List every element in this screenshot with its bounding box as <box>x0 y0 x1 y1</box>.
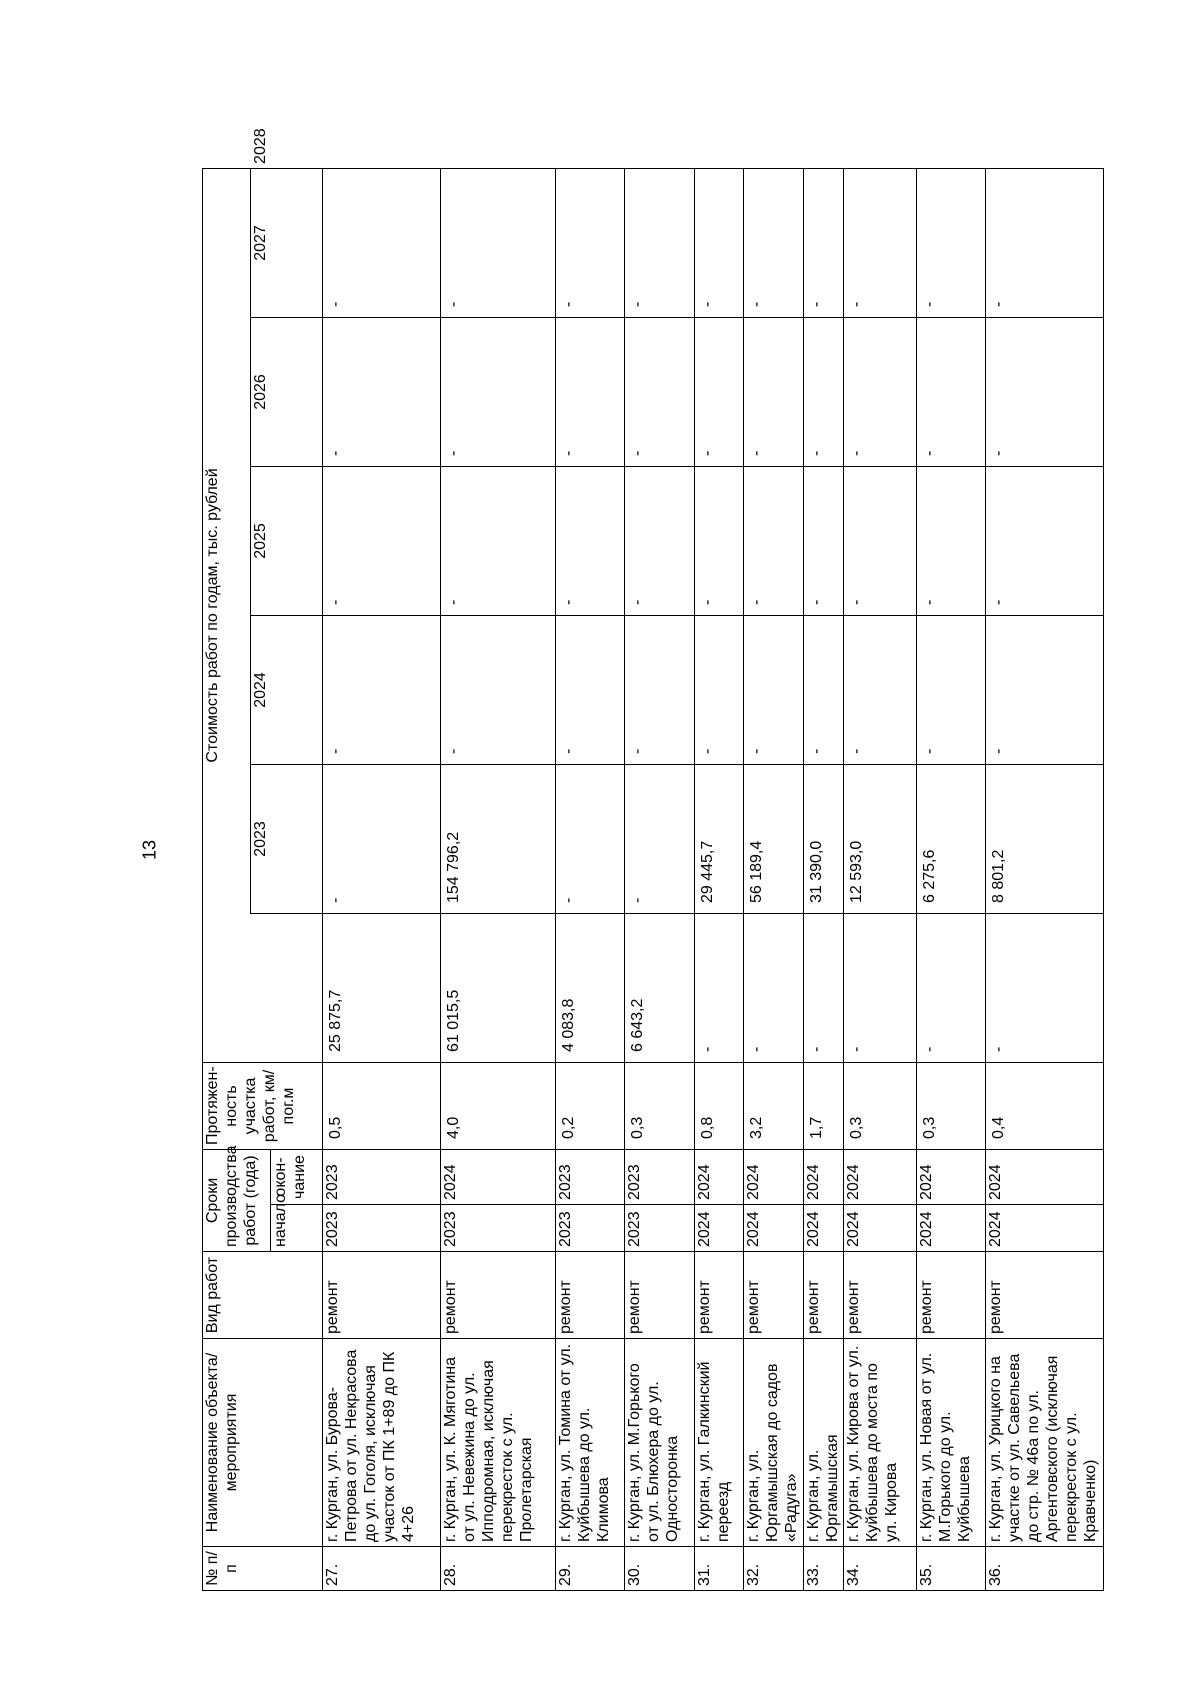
row-name: г. Курган, ул. Кирова от ул. Куйбышева до моста по ул. Кирова <box>843 1339 917 1547</box>
row-cost-2027: - <box>917 318 986 467</box>
row-cost-2027: - <box>803 318 843 467</box>
row-cost-2026: - <box>323 467 441 616</box>
row-num: 33. <box>803 1547 843 1591</box>
row-name: г. Курган, ул. М.Горького от ул. Блюхера до ул. Односторонка <box>625 1339 695 1547</box>
row-kind: ремонт <box>986 1252 1104 1339</box>
row-kind: ремонт <box>917 1252 986 1339</box>
row-kind: ремонт <box>440 1252 555 1339</box>
row-num: 32. <box>744 1547 803 1591</box>
row-cost-2023: 4 083,8 <box>555 914 625 1063</box>
row-cost-2025: - <box>744 616 803 765</box>
row-num: 31. <box>695 1547 744 1591</box>
row-num: 34. <box>843 1547 917 1591</box>
row-name: г. Курган, ул. Галкинский переезд <box>695 1339 744 1547</box>
row-end: 2024 <box>744 1150 803 1205</box>
row-cost-2027: - <box>744 318 803 467</box>
row-cost-2027: - <box>323 318 441 467</box>
row-start: 2024 <box>695 1205 744 1252</box>
row-length: 3,2 <box>744 1063 803 1150</box>
row-length: 0,2 <box>555 1063 625 1150</box>
row-cost-2027: - <box>843 318 917 467</box>
row-kind: ремонт <box>843 1252 917 1339</box>
row-num: 35. <box>917 1547 986 1591</box>
row-name: г. Курган, ул. К. Мяготина от ул. Невежина до ул. Ипподромная, исключая перекресток с ул. Пролетарская <box>440 1339 555 1547</box>
header-year: 2025 <box>251 467 323 616</box>
row-cost-2024: 6 275,6 <box>917 765 986 914</box>
header-cost: Стоимость работ по годам, тыс. рублей <box>203 168 251 1062</box>
row-cost-2025: - <box>843 616 917 765</box>
row-start: 2024 <box>843 1205 917 1252</box>
row-cost-2026: - <box>803 467 843 616</box>
row-cost-2024: - <box>323 765 441 914</box>
row-start: 2023 <box>440 1205 555 1252</box>
row-cost-2026: - <box>625 467 695 616</box>
row-cost-2025: - <box>986 616 1104 765</box>
row-cost-2025: - <box>440 616 555 765</box>
row-end: 2024 <box>695 1150 744 1205</box>
row-cost-2026: - <box>555 467 625 616</box>
row-cost-2026: - <box>440 467 555 616</box>
row-cost-2025: - <box>917 616 986 765</box>
row-cost-2023: - <box>986 914 1104 1063</box>
row-num: 30. <box>625 1547 695 1591</box>
row-cost-2023: 25 875,7 <box>323 914 441 1063</box>
row-length: 0,3 <box>843 1063 917 1150</box>
row-length: 1,7 <box>803 1063 843 1150</box>
row-end: 2023 <box>625 1150 695 1205</box>
row-kind: ремонт <box>323 1252 441 1339</box>
row-cost-2024: 12 593,0 <box>843 765 917 914</box>
row-cost-2027: - <box>625 318 695 467</box>
row-cost-2023: 6 643,2 <box>625 914 695 1063</box>
row-cost-2024: 29 445,7 <box>695 765 744 914</box>
row-cost-2027: - <box>986 318 1104 467</box>
row-cost-2028: - <box>917 168 986 317</box>
row-cost-2023: - <box>695 914 744 1063</box>
row-length: 0,3 <box>917 1063 986 1150</box>
row-start: 2024 <box>803 1205 843 1252</box>
row-num: 29. <box>555 1547 625 1591</box>
row-cost-2026: - <box>986 467 1104 616</box>
row-cost-2025: - <box>323 616 441 765</box>
row-cost-2028: - <box>555 168 625 317</box>
row-name: г. Курган, ул. Бурова-Петрова от ул. Некрасова до ул. Гоголя, исключая участок от ПК 1+89 до ПК 4+26 <box>323 1339 441 1547</box>
row-cost-2024: 154 796,2 <box>440 765 555 914</box>
row-start: 2024 <box>986 1205 1104 1252</box>
row-length: 4,0 <box>440 1063 555 1150</box>
row-cost-2024: - <box>625 765 695 914</box>
row-end: 2024 <box>843 1150 917 1205</box>
row-name: г. Курган, ул. Юргамышская <box>803 1339 843 1547</box>
header-year: 2027 <box>251 168 323 317</box>
row-kind: ремонт <box>695 1252 744 1339</box>
row-cost-2024: - <box>555 765 625 914</box>
row-cost-2026: - <box>917 467 986 616</box>
row-cost-2026: - <box>843 467 917 616</box>
row-name: г. Курган, ул. Юргамышская до садов «Радуга» <box>744 1339 803 1547</box>
row-cost-2028: - <box>695 168 744 317</box>
row-cost-2027: - <box>695 318 744 467</box>
row-cost-2028: - <box>843 168 917 317</box>
row-cost-2024: 8 801,2 <box>986 765 1104 914</box>
row-end: 2024 <box>986 1150 1104 1205</box>
row-cost-2028: - <box>625 168 695 317</box>
row-cost-2028: - <box>803 168 843 317</box>
header-terms: Сроки производства работ (года) <box>203 1150 271 1252</box>
row-start: 2023 <box>323 1205 441 1252</box>
row-start: 2024 <box>917 1205 986 1252</box>
row-kind: ремонт <box>744 1252 803 1339</box>
row-kind: ремонт <box>803 1252 843 1339</box>
row-end: 2024 <box>917 1150 986 1205</box>
row-end: 2024 <box>803 1150 843 1205</box>
row-cost-2023: - <box>843 914 917 1063</box>
row-cost-2025: - <box>555 616 625 765</box>
row-length: 0,5 <box>323 1063 441 1150</box>
row-cost-2024: 31 390,0 <box>803 765 843 914</box>
row-cost-2023: - <box>803 914 843 1063</box>
header-length: Протяжен-ность участка работ, км/пог.м <box>203 1063 323 1150</box>
row-length: 0,4 <box>986 1063 1104 1150</box>
row-cost-2026: - <box>695 467 744 616</box>
row-cost-2025: - <box>695 616 744 765</box>
row-kind: ремонт <box>625 1252 695 1339</box>
row-cost-2023: - <box>917 914 986 1063</box>
header-end: окон-чание <box>271 1150 323 1205</box>
row-name: г. Курган, ул. Томина от ул. Куйбышева до ул. Климова <box>555 1339 625 1547</box>
row-end: 2023 <box>323 1150 441 1205</box>
row-kind: ремонт <box>555 1252 625 1339</box>
row-end: 2024 <box>440 1150 555 1205</box>
header-kind: Вид работ <box>203 1252 323 1339</box>
row-num: 28. <box>440 1547 555 1591</box>
header-year: 2023 <box>251 765 271 914</box>
header-start: начало <box>271 1205 323 1252</box>
row-end: 2023 <box>555 1150 625 1205</box>
row-start: 2023 <box>555 1205 625 1252</box>
header-year: 2026 <box>251 318 323 467</box>
row-cost-2024: 56 189,4 <box>744 765 803 914</box>
header-num: № п/п <box>203 1547 323 1591</box>
row-cost-2023: - <box>744 914 803 1063</box>
row-name: г. Курган, ул. Урицкого на участке от ул. Савельева до стр. № 46а по ул. Аргентовского (исключая перекресток с ул. Кравченко) <box>986 1339 1104 1547</box>
page-number: 13 <box>139 839 160 861</box>
row-start: 2023 <box>625 1205 695 1252</box>
header-name: Наименование объекта/ мероприятия <box>203 1339 323 1547</box>
row-cost-2028: - <box>744 168 803 317</box>
row-name: г. Курган, ул. Новая от ул. М.Горького до ул. Куйбышева <box>917 1339 986 1547</box>
row-length: 0,3 <box>625 1063 695 1150</box>
row-num: 36. <box>986 1547 1104 1591</box>
row-cost-2025: - <box>803 616 843 765</box>
row-cost-2026: - <box>744 467 803 616</box>
row-start: 2024 <box>744 1205 803 1252</box>
row-length: 0,8 <box>695 1063 744 1150</box>
works-table: № п/п Наименование объекта/ мероприятия Вид работ Сроки производства работ (года) Протяжен-ность участка работ, км/пог.м Стоимость работ по годам, тыс. рублей 2023 2024 2025 2026 2027 2028 начало окон-чание 27. г. Курган, ул. Бурова-Петрова от ул. Некрасова до ул. Гоголя, исключая участок от ПК 1+89 до ПК 4+26 ремонт 2023 2023 0,5 25 875,7 - - - - - 28. г. Курган, ул. К. Мяготина от ул. Невежина до ул. Ипподромная, исключая перекресток с ул. Пролетарская ремонт 2023 2024 4,0 61 015,5 154 796,2 - - - - 29. г. Курган, ул. Томина от ул. Куйбышева до ул. Климова ремонт 2023 2023 0,2 4 083,8 - - - - - 30. г. Курган, ул. М.Горького от ул. Блюхера до ул. Односторонка ремонт 2023 2023 0,3 6 643,2 - - - - - 31. г. Курган, ул. Галкинский переезд ремонт 2024 2024 0,8 - 29 445,7 - - - - 32. г. Курган, ул. Юргамышская до садов «Радуга» ремонт 2024 2024 3,2 - 56 189,4 - - - - 33. г. Курган, ул. Юргамышская ремонт 2024 2024 1,7 - 31 390,0 - - - - 34. г. Курган, ул. Кирова от ул. Куйбышева до моста по ул. Кирова ремонт 2024 2024 0,3 - 12 593,0 - - - - 35. г. Курган, ул. Новая от ул. М.Горького до ул. Куйбышева ремонт 2024 2024 0,3 - 6 275,6 - - - - 36. г. Курган, ул. Урицкого на участке от ул. Савельева до стр. № 46а по ул. Аргентовского (исключая перекресток с ул. Кравченко) ремонт 2024 2024 0,4 - 8 801,2 - - - - <box>202 168 1104 1591</box>
header-year: 2024 <box>251 616 323 765</box>
row-cost-2027: - <box>555 318 625 467</box>
row-cost-2025: - <box>625 616 695 765</box>
row-cost-2028: - <box>440 168 555 317</box>
row-cost-2023: 61 015,5 <box>440 914 555 1063</box>
rotated-table-container <box>202 128 1104 1591</box>
row-cost-2028: - <box>986 168 1104 317</box>
row-cost-2027: - <box>440 318 555 467</box>
row-num: 27. <box>323 1547 441 1591</box>
row-cost-2028: - <box>323 168 441 317</box>
